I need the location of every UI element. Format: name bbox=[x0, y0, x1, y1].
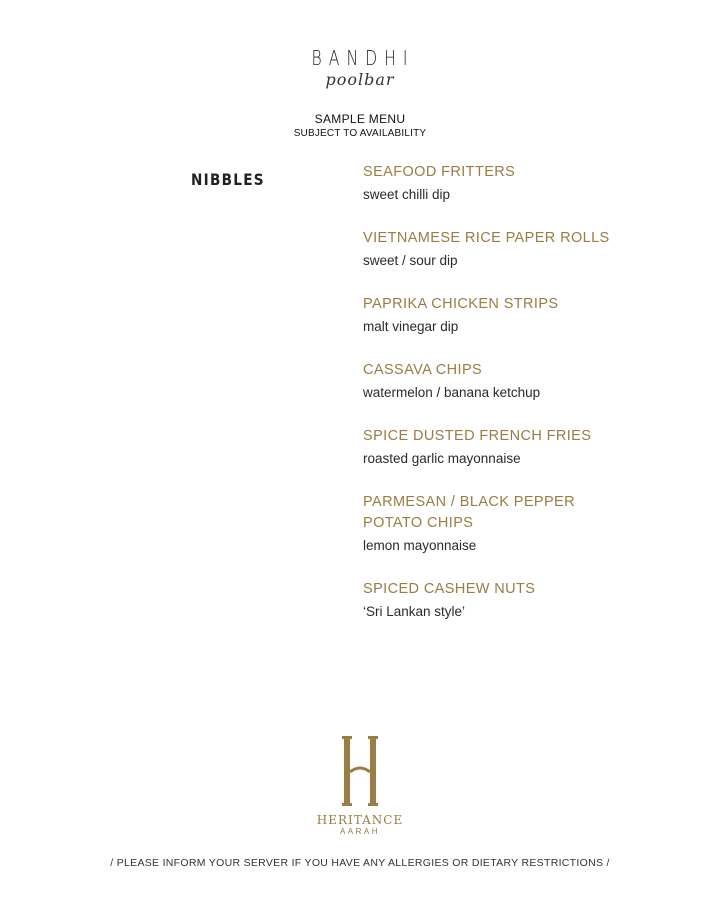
heritance-logo bbox=[0, 736, 720, 836]
menu-item bbox=[363, 426, 663, 469]
logo-subname: AARAH bbox=[339, 827, 381, 836]
item-name: PARMESAN / BLACK PEPPER bbox=[363, 494, 575, 510]
logo-name: HERITANCE bbox=[316, 813, 404, 827]
menu-items bbox=[363, 162, 663, 645]
brand-subtitle: poolbar bbox=[325, 70, 395, 89]
item-description: ‘Sri Lankan style’ bbox=[363, 604, 466, 619]
menu-note: SUBJECT TO AVAILABILITY bbox=[293, 128, 427, 139]
menu-item bbox=[363, 294, 663, 337]
item-description: watermelon / banana ketchup bbox=[363, 385, 541, 400]
item-description: lemon mayonnaise bbox=[363, 538, 477, 553]
menu-item bbox=[363, 579, 663, 622]
item-name: SPICED CASHEW NUTS bbox=[363, 581, 536, 597]
brand-header bbox=[0, 46, 720, 89]
item-description: sweet chilli dip bbox=[363, 187, 451, 202]
allergy-footer: / PLEASE INFORM YOUR SERVER IF YOU HAVE ANY ALLERGIES OR DIETARY RESTRICTIONS / bbox=[110, 857, 610, 869]
menu-item bbox=[363, 162, 663, 205]
item-description: malt vinegar dip bbox=[363, 319, 459, 334]
menu-header bbox=[0, 112, 720, 139]
item-name: SEAFOOD FRITTERS bbox=[363, 164, 516, 180]
item-name: CASSAVA CHIPS bbox=[363, 362, 483, 378]
menu-item bbox=[363, 492, 663, 556]
section-title: NIBBLES bbox=[191, 170, 265, 189]
brand-name: BANDHI bbox=[311, 46, 416, 70]
heritance-h-logo-icon bbox=[340, 736, 380, 806]
item-name: PAPRIKA CHICKEN STRIPS bbox=[363, 296, 559, 312]
item-name: SPICE DUSTED FRENCH FRIES bbox=[363, 428, 592, 444]
item-name: VIETNAMESE RICE PAPER ROLLS bbox=[363, 230, 610, 246]
item-name-line2: POTATO CHIPS bbox=[363, 515, 474, 531]
menu-title: SAMPLE MENU bbox=[314, 112, 406, 126]
item-description: roasted garlic mayonnaise bbox=[363, 451, 521, 466]
item-description: sweet / sour dip bbox=[363, 253, 458, 268]
menu-item bbox=[363, 360, 663, 403]
menu-item bbox=[363, 228, 663, 271]
